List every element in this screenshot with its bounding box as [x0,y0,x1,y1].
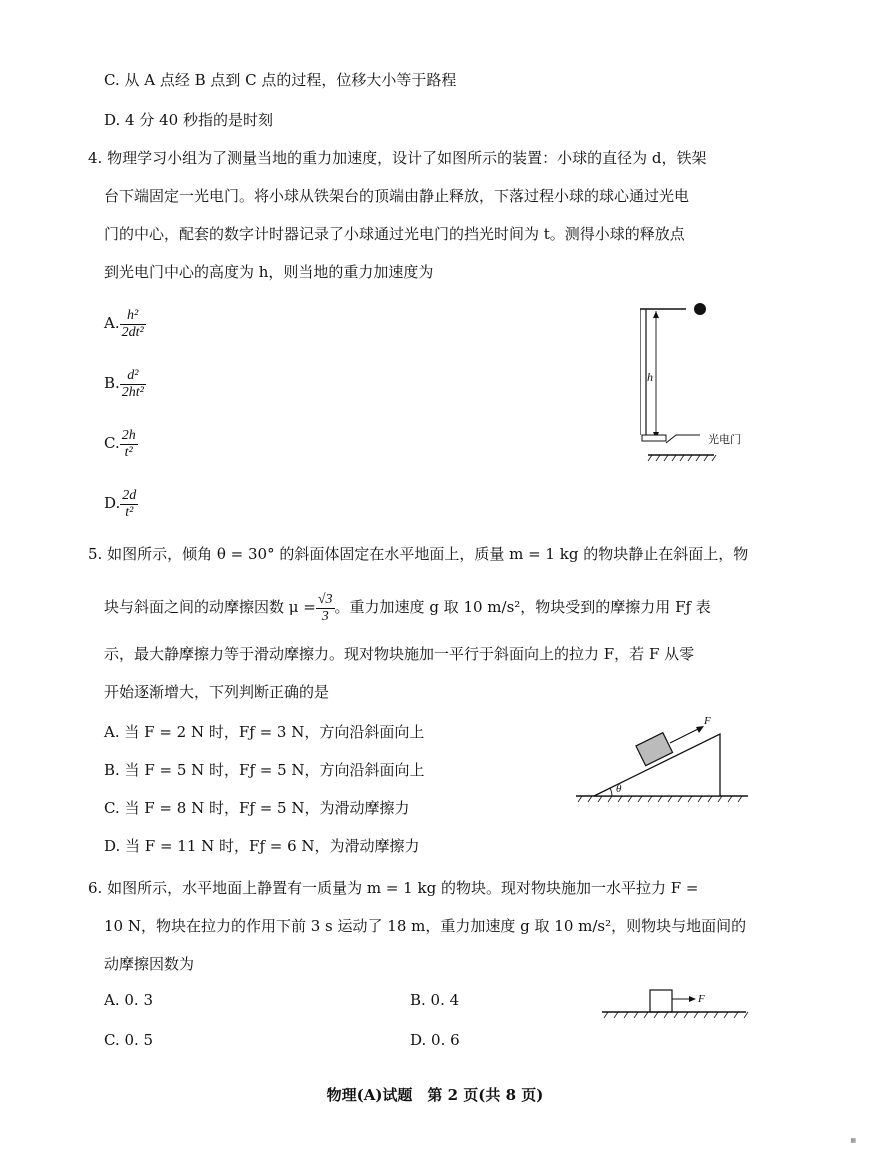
photogate-label: 光电门 [708,434,741,446]
q6-stem-line-2: 10 N，物块在拉力的作用下前 3 s 运动了 18 m，重力加速度 g 取 10 m/s²，则物块与地面间的 [104,917,747,935]
q6-option-d: D. 0. 6 [410,1031,460,1049]
q6-stem-line-1: 6. 如图所示，水平地面上静置有一质量为 m = 1 kg 的物块。现对物块施加一水平拉力 F = [88,879,699,897]
f-label: F [698,993,705,1005]
q4-stem-line-1: 4. 物理学习小组为了测量当地的重力加速度，设计了如图所示的装置：小球的直径为 d，铁架 [88,149,707,167]
q4-option-a: A. $\frac{\text{h²}}{\text{2dt²}}$ [104,307,144,340]
h-label: h [647,370,653,384]
q4-stem-line-4: 到光电门中心的高度为 h，则当地的重力加速度为 [104,263,434,281]
q5-stem-line-3: 示，最大静摩擦力等于滑动摩擦力。现对物块施加一平行于斜面向上的拉力 F，若 F 从零 [104,645,695,663]
q4-option-b: B. $\frac{\text{d²}}{\text{2ht²}}$ [104,367,144,400]
q5-option-c: C. 当 F = 8 N 时，Fƒ = 5 N，为滑动摩擦力 [104,799,410,817]
force-arrow [670,728,700,743]
q4-option-c: C. $\frac{2h}{\text{t²}}$ [104,427,136,460]
block [650,990,672,1012]
theta-label: θ [616,783,622,795]
q5-option-b: B. 当 F = 5 N 时，Fƒ = 5 N，方向沿斜面向上 [104,761,425,779]
q4-figure-photogate [640,295,770,465]
q4-stem-line-2: 台下端固定一光电门。将小球从铁架台的顶端由静止释放，下落过程小球的球心通过光电 [104,187,690,205]
q4-option-d: D. $\frac{2d}{\text{t²}}$ [104,487,137,520]
q6-figure-block [600,984,750,1024]
f-label: F [704,715,711,727]
q6-option-c: C. 0. 5 [104,1031,154,1049]
q5-stem-line-2: 块与斜面之间的动摩擦因数 μ = $\frac{√3}{3}$ 。重力加速度 g 取 10 m/s²，物块受到的摩擦力用 Fƒ 表 [104,591,711,624]
photogate [642,435,666,441]
q5-figure-incline [572,712,752,806]
photogate-leader [666,435,700,443]
q5-stem-line-1: 5. 如图所示，倾角 θ = 30° 的斜面体固定在水平地面上，质量 m = 1 kg 的物块静止在斜面上，物 [88,545,749,563]
watermark-icon: ▦ [850,1137,856,1144]
q5-option-a: A. 当 F = 2 N 时，Fƒ = 3 N，方向沿斜面向上 [104,723,425,741]
q5-stem-line-4: 开始逐渐增大，下列判断正确的是 [104,683,330,701]
q3-option-d: D. 4 分 40 秒指的是时刻 [104,111,273,129]
q5-option-d: D. 当 F = 11 N 时，Fƒ = 6 N，为滑动摩擦力 [104,837,420,855]
q6-option-a: A. 0. 3 [104,991,153,1009]
ball [694,303,706,315]
q6-option-b: B. 0. 4 [410,991,460,1009]
q4-stem-line-3: 门的中心，配套的数字计时器记录了小球通过光电门的挡光时间为 t。测得小球的释放点 [104,225,685,243]
q6-stem-line-3: 动摩擦因数为 [104,955,195,973]
page-footer: 物理(A)试题 第 2 页(共 8 页) [326,1086,544,1104]
q3-option-c: C. 从 A 点经 B 点到 C 点的过程，位移大小等于路程 [104,71,457,89]
